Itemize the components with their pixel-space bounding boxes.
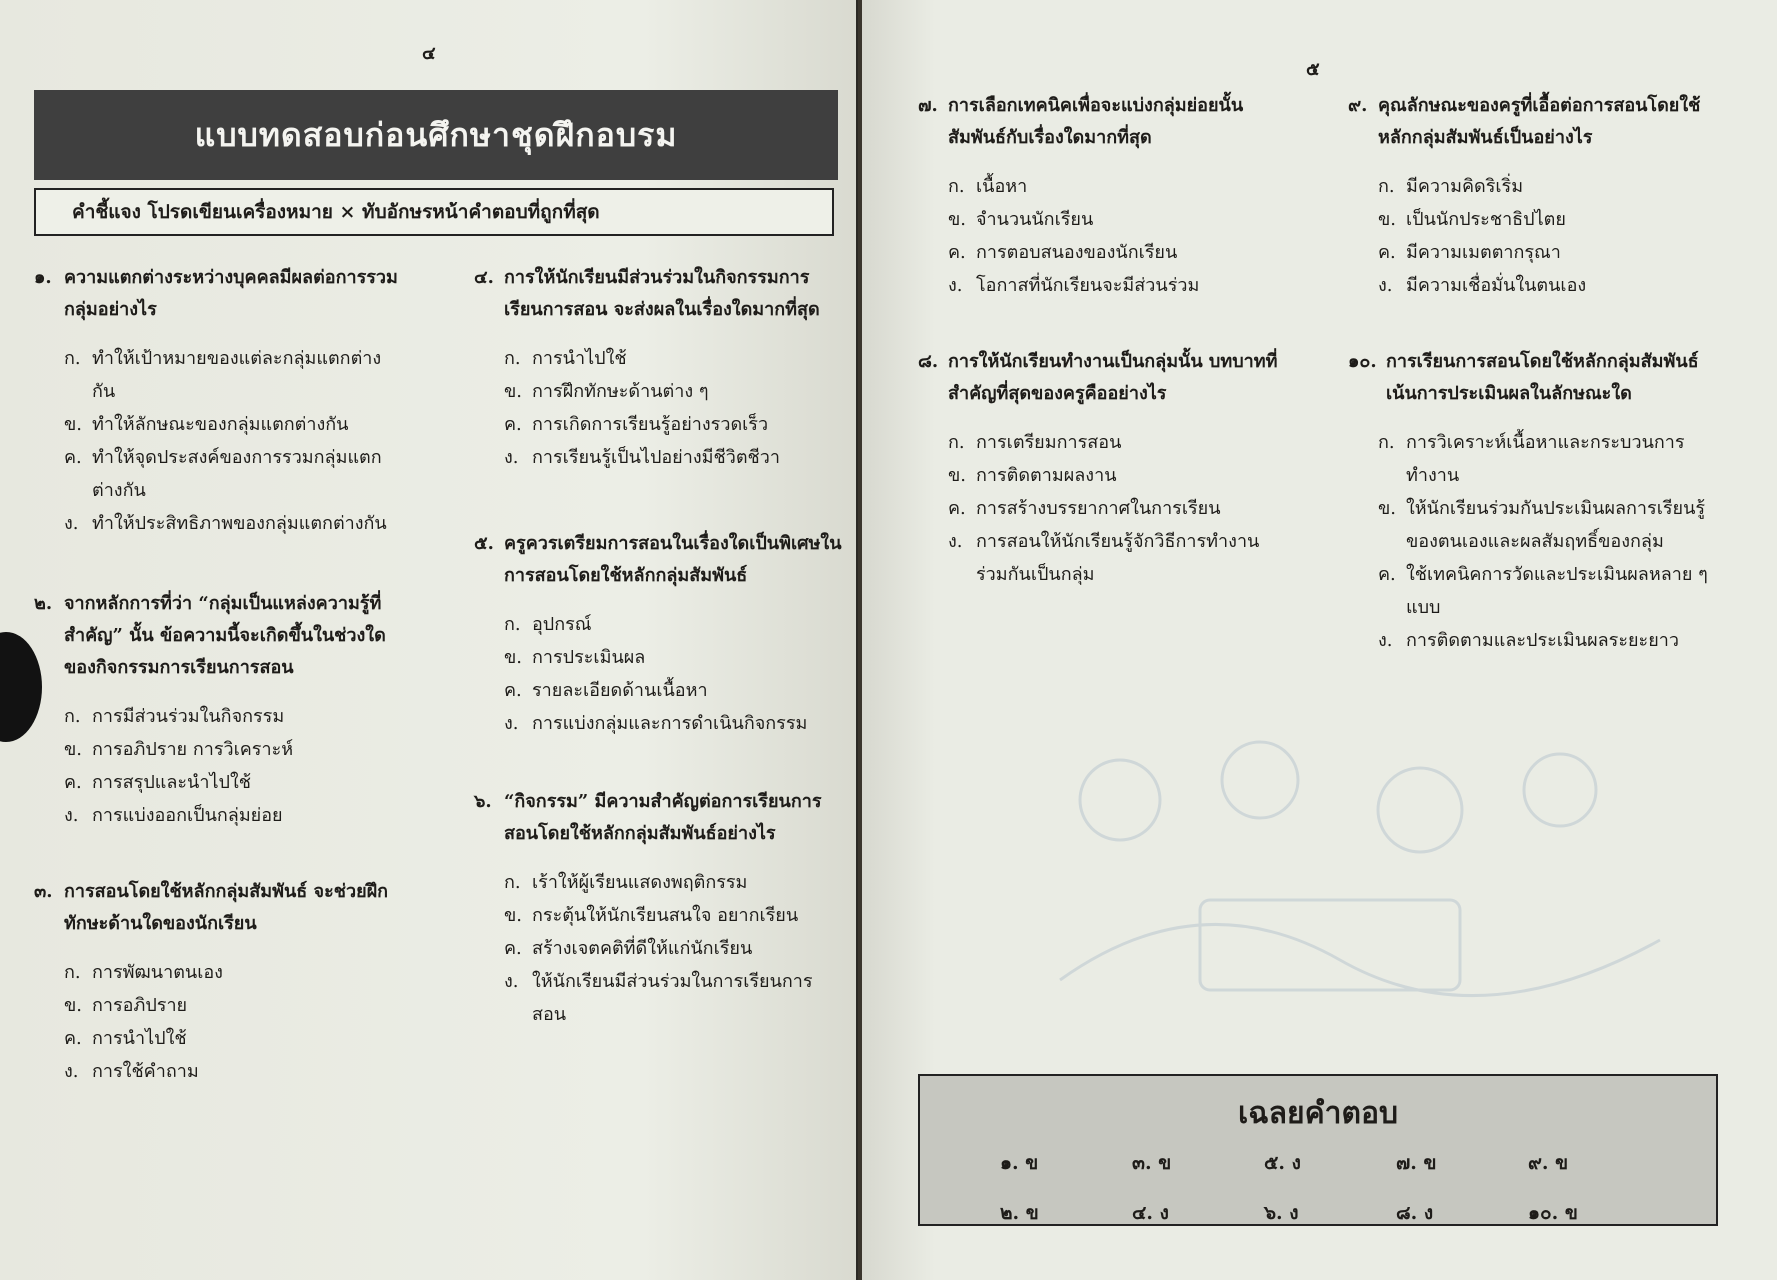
question-number: ๔. (474, 267, 494, 288)
option-text: การเรียนรู้เป็นไปอย่างมีชีวิตชีวา (532, 447, 780, 468)
option-text: เนื้อหา (976, 176, 1028, 197)
question-text: การเรียนการสอนโดยใช้หลักกลุ่มสัมพันธ์เน้นการประเมินผลในลักษณะใด (1386, 351, 1699, 404)
option-letter: ก. (1378, 176, 1395, 197)
option-text: การมีส่วนร่วมในกิจกรรม (92, 706, 285, 727)
option[interactable] (918, 269, 1278, 302)
option-text: การประเมินผล (532, 647, 646, 668)
option[interactable] (474, 965, 844, 1031)
option-text: การใช้คำถาม (92, 1061, 199, 1082)
question-text: ความแตกต่างระหว่างบุคคลมีผลต่อการรวมกลุ่มอย่างไร (64, 267, 398, 320)
question (474, 786, 844, 1031)
question-number: ๑. (34, 267, 52, 288)
option-text: การแบ่งกลุ่มและการดำเนินกิจกรรม (532, 713, 808, 734)
answer-item: ๔. ง (1132, 1202, 1169, 1224)
option[interactable] (34, 1055, 404, 1088)
option[interactable] (474, 408, 844, 441)
option-text: ให้นักเรียนร่วมกันประเมินผลการเรียนรู้ของตนเองและผลสัมฤทธิ์ของกลุ่ม (1406, 498, 1706, 552)
option[interactable] (34, 989, 404, 1022)
option-letter: ง. (1378, 630, 1393, 651)
answer-grid (1000, 1148, 1660, 1228)
option-letter: ค. (948, 498, 966, 519)
option-text: การแบ่งออกเป็นกลุ่มย่อย (92, 805, 283, 826)
option-letter: ง. (504, 971, 519, 992)
page-number: ๔ (422, 43, 436, 64)
option-letter: ข. (948, 209, 967, 230)
option[interactable] (474, 342, 844, 375)
option-text: การสรุปและนำไปใช้ (92, 772, 251, 793)
question-text: การให้นักเรียนทำงานเป็นกลุ่มนั้น บทบาทที่สำคัญที่สุดของครูคืออย่างไร (948, 351, 1278, 404)
question-text: คุณลักษณะของครูที่เอื้อต่อการสอนโดยใช้หลักกลุ่มสัมพันธ์เป็นอย่างไร (1378, 95, 1701, 148)
option-letter: ข. (64, 995, 83, 1016)
answer-item: ๓. ข (1132, 1152, 1172, 1174)
option-letter: ข. (64, 414, 83, 435)
option-text: จำนวนนักเรียน (976, 209, 1094, 230)
option[interactable] (918, 426, 1278, 459)
option-text: การวิเคราะห์เนื้อหาและกระบวนการทำงาน (1406, 432, 1685, 486)
option-text: การนำไปใช้ (92, 1028, 187, 1049)
option-letter: ข. (504, 381, 523, 402)
question-number: ๗. (918, 95, 938, 116)
question-number: ๓. (34, 881, 53, 902)
question-number: ๙. (1348, 95, 1368, 116)
option[interactable] (1348, 426, 1728, 492)
option-text: การเกิดการเรียนรู้อย่างรวดเร็ว (532, 414, 769, 435)
answer-item: ๖. ง (1264, 1202, 1299, 1224)
option[interactable] (474, 608, 844, 641)
background-illustration (1000, 680, 1700, 1060)
option[interactable] (474, 375, 844, 408)
option-letter: ก. (504, 872, 521, 893)
answer-key-title: เฉลยคำตอบ (1237, 1096, 1399, 1131)
option-letter: ง. (64, 805, 79, 826)
question-text: “กิจกรรม” มีความสำคัญต่อการเรียนการสอนโดยใช้หลักกลุ่มสัมพันธ์อย่างไร (504, 791, 822, 844)
question (1348, 346, 1728, 657)
question (34, 876, 404, 1088)
option-letter: ก. (64, 962, 81, 983)
option-text: ทำให้เป้าหมายของแต่ละกลุ่มแตกต่างกัน (92, 348, 382, 402)
option-text: การฝึกทักษะด้านต่าง ๆ (532, 381, 709, 402)
option[interactable] (474, 866, 844, 899)
question-number: ๑๐. (1348, 351, 1377, 372)
answer-item: ๗. ข (1396, 1152, 1437, 1174)
option[interactable] (474, 641, 844, 674)
option[interactable] (474, 899, 844, 932)
option-letter: ง. (1378, 275, 1393, 296)
option[interactable] (1348, 558, 1728, 624)
instructions: คำชี้แจง โปรดเขียนเครื่องหมาย × ทับอักษรหน้าคำตอบที่ถูกที่สุด (34, 188, 834, 236)
question (918, 346, 1278, 591)
option-letter: ค. (504, 938, 522, 959)
option-letter: ก. (504, 614, 521, 635)
question (918, 90, 1278, 302)
option-text: การพัฒนาตนเอง (92, 962, 223, 983)
option[interactable] (34, 766, 404, 799)
option-letter: ง. (64, 513, 79, 534)
option[interactable] (34, 956, 404, 989)
option-text: การอภิปราย (92, 995, 188, 1016)
option-letter: ก. (1378, 432, 1395, 453)
option-letter: ข. (1378, 209, 1397, 230)
option-text: มีความเชื่อมั่นในตนเอง (1406, 275, 1587, 296)
option-text: ทำให้จุดประสงค์ของการรวมกลุ่มแตกต่างกัน (92, 447, 382, 501)
question (34, 262, 404, 540)
option-text: โอกาสที่นักเรียนจะมีส่วนร่วม (976, 275, 1200, 296)
question-number: ๖. (474, 791, 492, 812)
option[interactable] (34, 733, 404, 766)
option[interactable] (918, 236, 1278, 269)
option-letter: ข. (504, 647, 523, 668)
option[interactable] (34, 441, 404, 507)
answer-item: ๕. ง (1264, 1152, 1301, 1174)
answer-key (918, 1074, 1718, 1226)
page-title: แบบทดสอบก่อนศึกษาชุดฝึกอบรม (34, 90, 838, 180)
option-letter: ข. (1378, 498, 1397, 519)
option[interactable] (34, 700, 404, 733)
option-letter: ค. (1378, 564, 1396, 585)
question-text: จากหลักการที่ว่า “กลุ่มเป็นแหล่งความรู้ที่สำคัญ” นั้น ข้อความนี้จะเกิดขึ้นในช่วงใดของกิจกรรมการเรียนการสอน (64, 593, 386, 678)
option[interactable] (1348, 269, 1728, 302)
option[interactable] (918, 492, 1278, 525)
option[interactable] (474, 674, 844, 707)
option[interactable] (1348, 236, 1728, 269)
option-text: การติดตามผลงาน (976, 465, 1117, 486)
question-text: การเลือกเทคนิคเพื่อจะแบ่งกลุ่มย่อยนั้นสัมพันธ์กับเรื่องใดมากที่สุด (948, 95, 1244, 148)
option-letter: ก. (504, 348, 521, 369)
option-text: การสร้างบรรยากาศในการเรียน (976, 498, 1221, 519)
option-letter: ข. (64, 739, 83, 760)
answer-item: ๑๐. ข (1528, 1202, 1578, 1224)
option-letter: ง. (504, 447, 519, 468)
option[interactable] (918, 170, 1278, 203)
option[interactable] (474, 441, 844, 474)
option[interactable] (34, 342, 404, 408)
question-text: ครูควรเตรียมการสอนในเรื่องใดเป็นพิเศษในการสอนโดยใช้หลักกลุ่มสัมพันธ์ (504, 533, 842, 586)
option-text: ทำให้ลักษณะของกลุ่มแตกต่างกัน (92, 414, 349, 435)
answer-item: ๒. ข (1000, 1202, 1039, 1224)
option-text: ใช้เทคนิคการวัดและประเมินผลหลาย ๆ แบบ (1406, 564, 1708, 618)
answer-item: ๑. ข (1000, 1152, 1039, 1174)
answer-item: ๘. ง (1396, 1202, 1434, 1224)
option-text: เร้าให้ผู้เรียนแสดงพฤติกรรม (532, 872, 748, 893)
option-text: อุปกรณ์ (532, 614, 592, 635)
option-letter: ข. (504, 905, 523, 926)
option-letter: ค. (64, 447, 82, 468)
option-letter: ง. (948, 275, 963, 296)
option[interactable] (1348, 492, 1728, 558)
option-letter: ค. (64, 772, 82, 793)
answer-item: ๙. ข (1528, 1152, 1569, 1174)
option-letter: ก. (948, 176, 965, 197)
option-text: การติดตามและประเมินผลระยะยาว (1406, 630, 1679, 651)
option-text: กระตุ้นให้นักเรียนสนใจ อยากเรียน (532, 905, 799, 926)
option-letter: ค. (1378, 242, 1396, 263)
option-text: การตอบสนองของนักเรียน (976, 242, 1178, 263)
question-number: ๕. (474, 533, 494, 554)
question-number: ๘. (918, 351, 939, 372)
option-text: การเตรียมการสอน (976, 432, 1122, 453)
option[interactable] (918, 459, 1278, 492)
option[interactable] (34, 408, 404, 441)
option-letter: ง. (64, 1061, 79, 1082)
option-letter: ค. (504, 680, 522, 701)
option-text: มีความเมตตากรุณา (1406, 242, 1561, 263)
option-text: มีความคิดริเริ่ม (1406, 176, 1524, 197)
option-letter: ก. (64, 348, 81, 369)
option-letter: ค. (948, 242, 966, 263)
page-number: ๕ (1306, 59, 1320, 80)
option-letter: ข. (948, 465, 967, 486)
option[interactable] (918, 203, 1278, 236)
option-letter: ค. (64, 1028, 82, 1049)
question-text: การสอนโดยใช้หลักกลุ่มสัมพันธ์ จะช่วยฝึกทักษะด้านใดของนักเรียน (64, 881, 389, 934)
question (1348, 90, 1728, 302)
option[interactable] (474, 707, 844, 740)
option-text: การอภิปราย การวิเคราะห์ (92, 739, 294, 760)
option-text: เป็นนักประชาธิปไตย (1406, 209, 1566, 230)
question-number: ๒. (34, 593, 53, 614)
option[interactable] (1348, 170, 1728, 203)
option[interactable] (918, 525, 1278, 591)
question (34, 588, 404, 832)
option-letter: ง. (948, 531, 963, 552)
option-text: ทำให้ประสิทธิภาพของกลุ่มแตกต่างกัน (92, 513, 387, 534)
option[interactable] (34, 1022, 404, 1055)
option[interactable] (1348, 203, 1728, 236)
option-letter: ค. (504, 414, 522, 435)
option[interactable] (34, 507, 404, 540)
option-text: สร้างเจตคติที่ดีให้แก่นักเรียน (532, 938, 753, 959)
option-text: การสอนให้นักเรียนรู้จักวิธีการทำงานร่วมกันเป็นกลุ่ม (976, 531, 1260, 585)
option-text: ให้นักเรียนมีส่วนร่วมในการเรียนการสอน (532, 971, 813, 1025)
question (474, 528, 844, 740)
option-letter: ง. (504, 713, 519, 734)
option[interactable] (474, 932, 844, 965)
question (474, 262, 844, 474)
option-text: การนำไปใช้ (532, 348, 627, 369)
question-text: การให้นักเรียนมีส่วนร่วมในกิจกรรมการเรียนการสอน จะส่งผลในเรื่องใดมากที่สุด (504, 267, 820, 320)
option[interactable] (1348, 624, 1728, 657)
option[interactable] (34, 799, 404, 832)
option-letter: ก. (64, 706, 81, 727)
option-text: รายละเอียดด้านเนื้อหา (532, 680, 708, 701)
option-letter: ก. (948, 432, 965, 453)
